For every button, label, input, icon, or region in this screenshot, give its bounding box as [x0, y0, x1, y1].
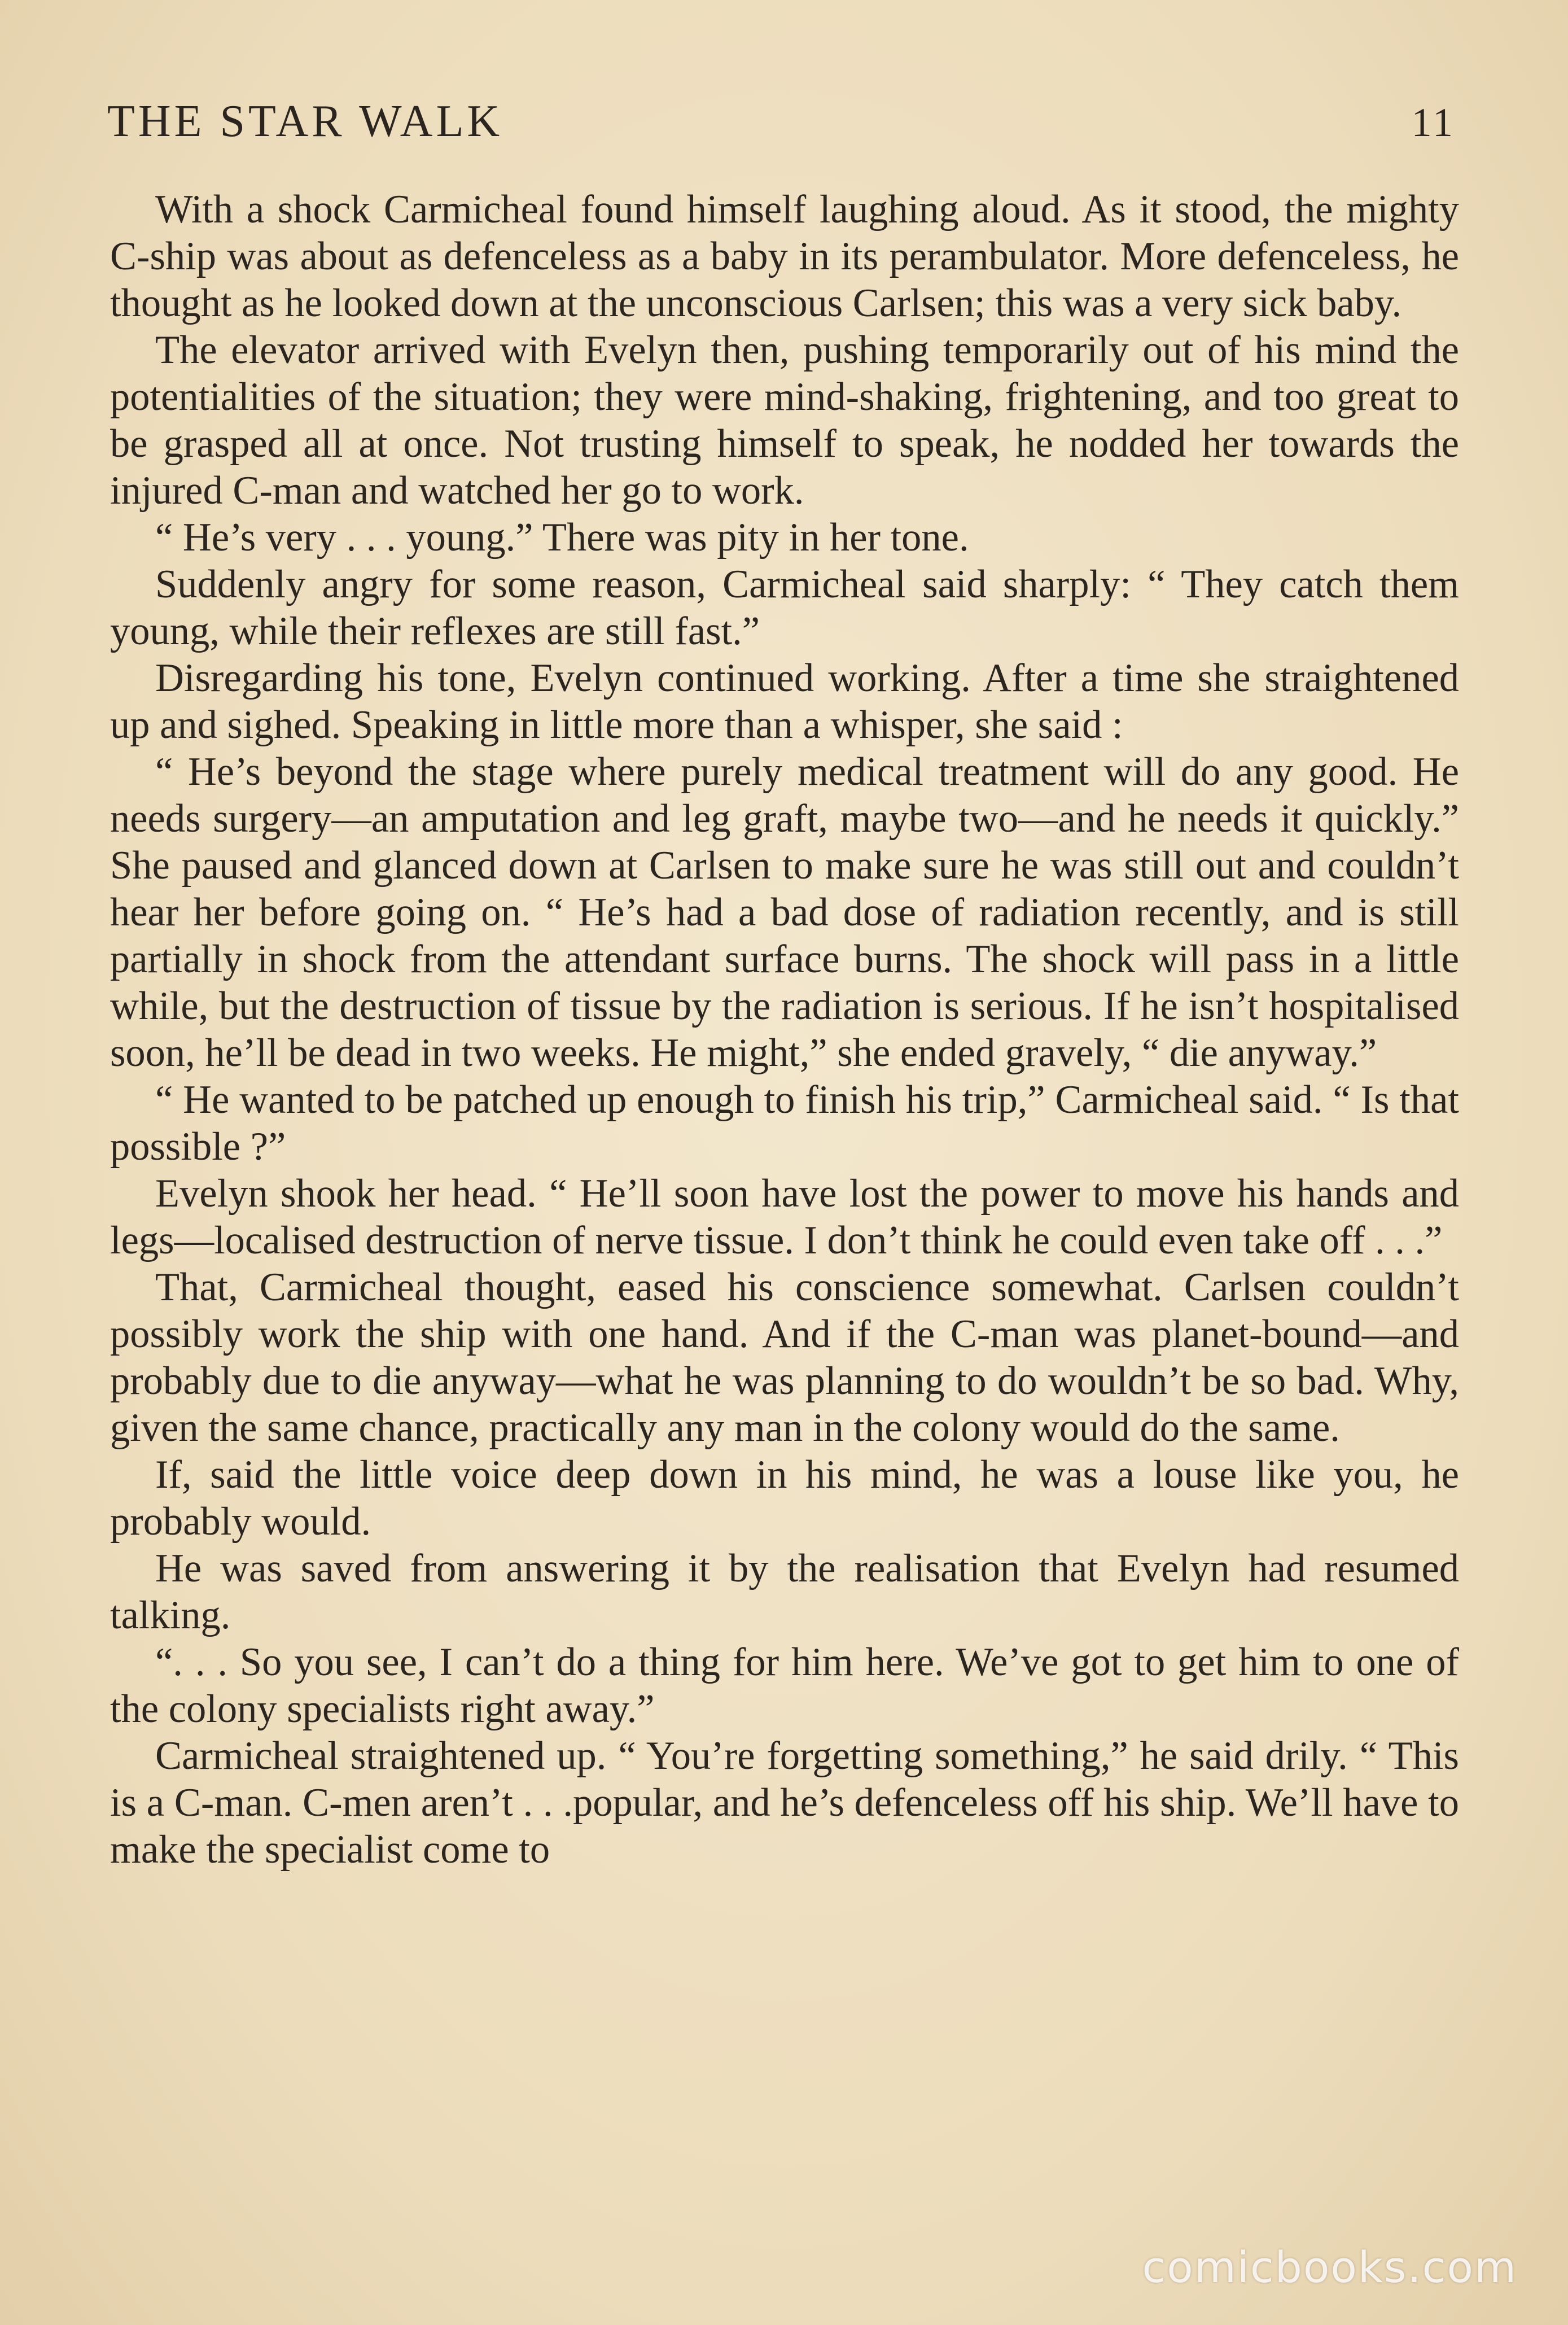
running-title: THE STAR WALK: [107, 97, 503, 146]
paragraph: If, said the little voice deep down in his mind, he was a louse like you, he probably would.: [110, 1453, 1459, 1544]
paragraph: “. . . So you see, I can’t do a thing for him here. We’ve got to get him to one of the colony specialists right away.”: [110, 1640, 1459, 1731]
paragraph: Evelyn shook her head. “ He’ll soon have lost the power to move his hands and legs—localised destruction of nerve tissue. I don’t think he could even take off . . .”: [110, 1172, 1459, 1262]
paragraph: He was saved from answering it by the realisation that Evelyn had resumed talking.: [110, 1546, 1459, 1637]
paragraph: Disregarding his tone, Evelyn continued working. After a time she straightened up and sighed. Speaking in little more than a whisper, she said :: [110, 656, 1459, 747]
paragraph: “ He wanted to be patched up enough to finish his trip,” Carmicheal said. “ Is that possible ?”: [110, 1078, 1459, 1169]
paragraph: “ He’s beyond the stage where purely medical treatment will do any good. He needs surgery—an amputation and leg graft, maybe two—and he needs it quickly.” She paused and glanced down at Carlsen to make sure he was still out and couldn’t hear her before going on. “ He’s had a bad dose of radiation recently, and is still partially in shock from the attendant surface burns. The shock will pass in a little while, but the destruction of tissue by the radiation is serious. If he isn’t hospitalised soon, he’ll be dead in two weeks. He might,” she ended gravely, “ die anyway.”: [110, 750, 1459, 1075]
page-header: [107, 96, 1455, 158]
page-number: 11: [1411, 100, 1455, 145]
paragraph: The elevator arrived with Evelyn then, pushing temporarily out of his mind the potentialities of the situation; they were mind-shaking, frightening, and too great to be grasped all at once. Not trusting himself to speak, he nodded her towards the injured C-man and watched her go to work.: [110, 328, 1459, 513]
paragraph: With a shock Carmicheal found himself laughing aloud. As it stood, the mighty C-ship was about as defenceless as a baby in its perambulator. More defenceless, he thought as he looked down at the unconscious Carlsen; this was a very sick baby.: [110, 187, 1459, 325]
watermark: comicbooks.com: [1142, 2242, 1517, 2292]
paragraph: Carmicheal straightened up. “ You’re forgetting something,” he said drily. “ This is a C-man. C-men aren’t . . .popular, and he’s defenceless off his ship. We’ll have to make the specialist come to: [110, 1734, 1459, 1872]
body-text: [110, 186, 1459, 1873]
paragraph: “ He’s very . . . young.” There was pity in her tone.: [155, 515, 969, 560]
paragraph: Suddenly angry for some reason, Carmicheal said sharply: “ They catch them young, while their reflexes are still fast.”: [110, 562, 1459, 653]
paragraph: That, Carmicheal thought, eased his conscience somewhat. Carlsen couldn’t possibly work the ship with one hand. And if the C-man was planet-bound—and probably due to die anyway—what he was planning to do wouldn’t be so bad. Why, given the same chance, practically any man in the colony would do the same.: [110, 1265, 1459, 1450]
